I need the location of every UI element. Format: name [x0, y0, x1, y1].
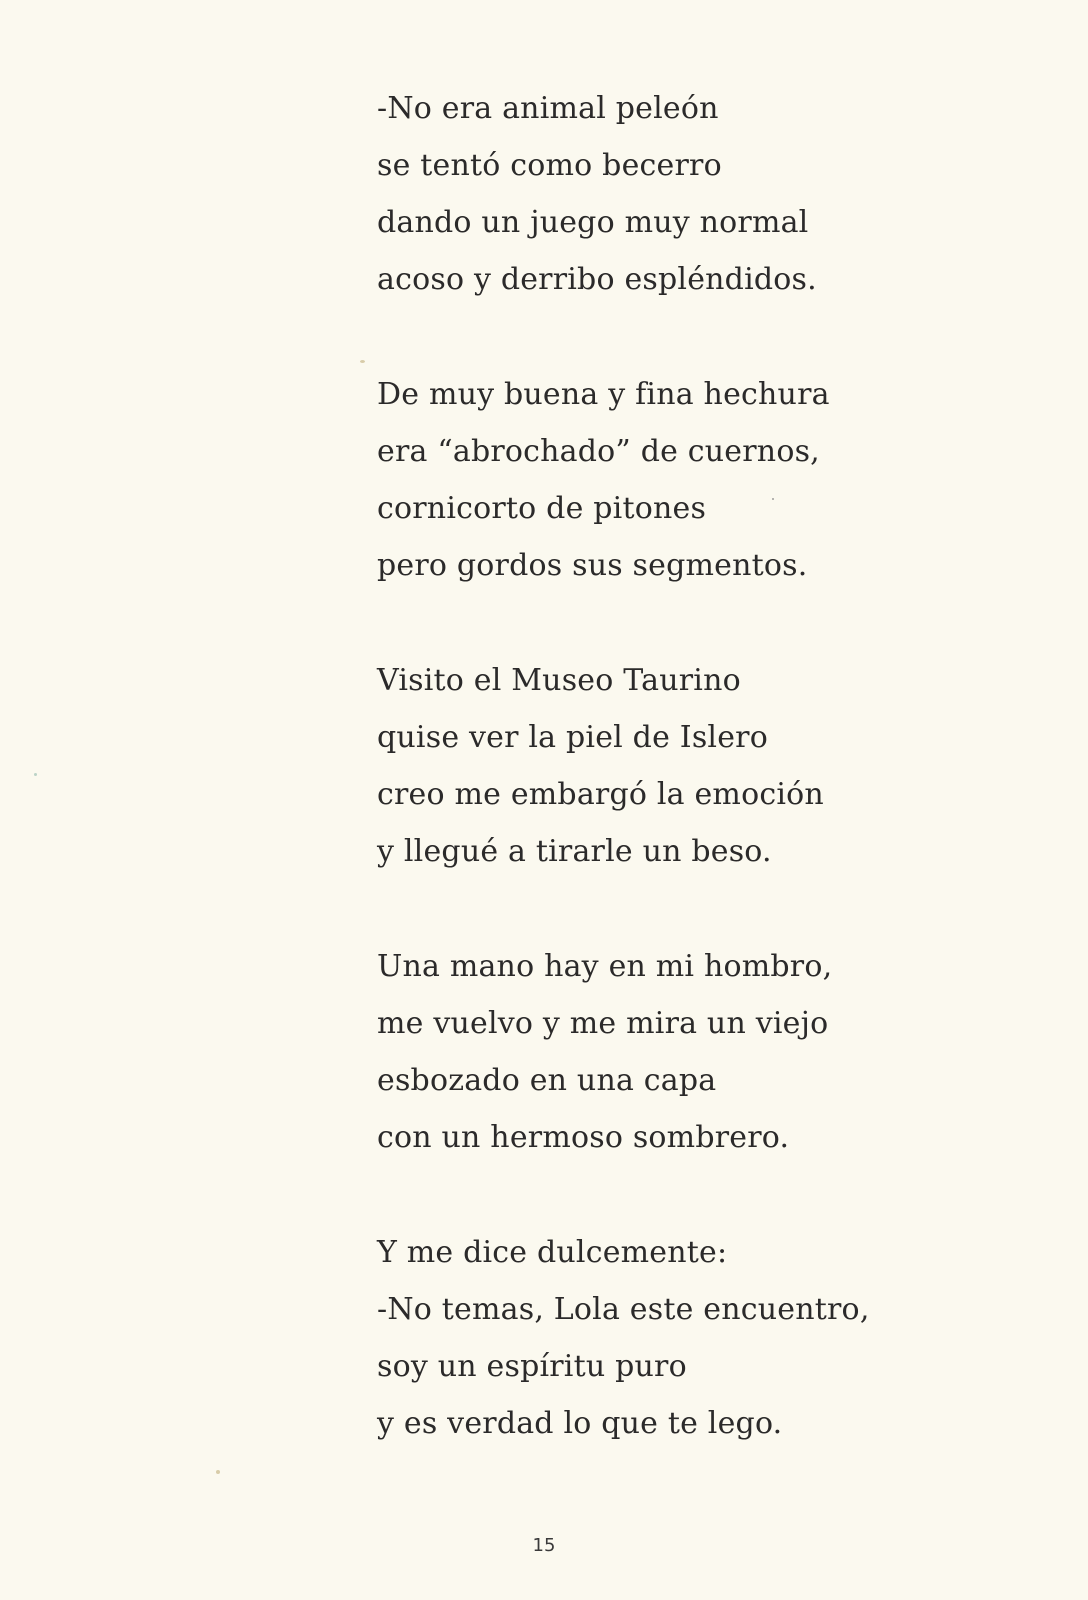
poem-line: pero gordos sus segmentos. — [377, 548, 808, 583]
page-number: 15 — [532, 1535, 556, 1556]
poem-line: Una mano hay en mi hombro, — [377, 949, 833, 984]
poem-line: -No era animal peleón — [377, 91, 719, 126]
poem-line: quise ver la piel de Islero — [377, 720, 768, 755]
poem-line: creo me embargó la emoción — [377, 777, 824, 812]
poem-line: se tentó como becerro — [377, 148, 722, 183]
poem-line: cornicorto de pitones — [377, 491, 707, 526]
stanza — [377, 80, 1037, 308]
poem-line: dando un juego muy normal — [377, 205, 809, 240]
poem-line: era “abrochado” de cuernos, — [377, 434, 820, 469]
poem-line: y es verdad lo que te lego. — [377, 1406, 783, 1441]
stanza — [377, 1224, 1037, 1452]
poem-line: acoso y derribo espléndidos. — [377, 262, 817, 297]
stanza — [377, 366, 1037, 594]
poem-line: con un hermoso sombrero. — [377, 1120, 790, 1155]
poem-line: -No temas, Lola este encuentro, — [377, 1292, 870, 1327]
paper-speck — [216, 1470, 220, 1474]
paper-speck — [360, 360, 365, 363]
poem-line: Visito el Museo Taurino — [377, 663, 741, 698]
poem-line: De muy buena y fina hechura — [377, 377, 830, 412]
poem-line: Y me dice dulcemente: — [377, 1235, 728, 1270]
stanza — [377, 938, 1037, 1166]
poem-line: me vuelvo y me mira un viejo — [377, 1006, 829, 1041]
stanza — [377, 652, 1037, 880]
poem-line: soy un espíritu puro — [377, 1349, 687, 1384]
poem-line: esbozado en una capa — [377, 1063, 717, 1098]
paper-speck — [34, 773, 37, 776]
poem — [377, 80, 1037, 1510]
poem-line: y llegué a tirarle un beso. — [377, 834, 772, 869]
